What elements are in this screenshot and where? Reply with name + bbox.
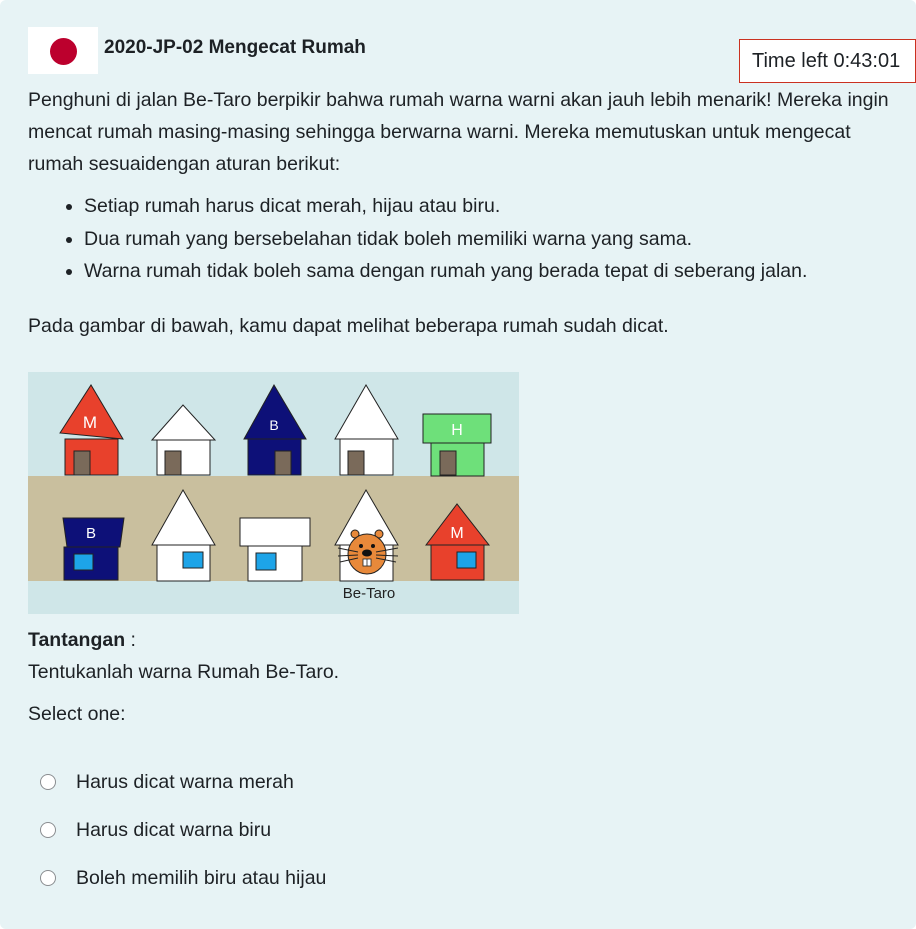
house-bottom-3-white bbox=[240, 518, 310, 581]
challenge-text: Tentukanlah warna Rumah Be-Taro. bbox=[28, 661, 340, 683]
rules-list bbox=[28, 190, 908, 288]
challenge-label: Tantangan bbox=[28, 629, 126, 651]
image-caption: Pada gambar di bawah, kamu dapat melihat beberapa rumah sudah dicat. bbox=[28, 314, 669, 337]
answer-option-1[interactable] bbox=[40, 764, 326, 800]
radio-button[interactable] bbox=[40, 870, 56, 886]
houses-illustration bbox=[28, 372, 519, 614]
rule-item: • Setiap rumah harus dicat merah, hijau atau biru. bbox=[84, 190, 908, 223]
house-bottom-1-blue bbox=[63, 518, 124, 580]
flag-sun bbox=[50, 38, 77, 65]
answer-option-3[interactable] bbox=[40, 860, 326, 896]
house-label: B bbox=[269, 417, 279, 433]
radio-button[interactable] bbox=[40, 774, 56, 790]
house-label: H bbox=[451, 422, 463, 439]
rule-item: • Warna rumah tidak boleh sama dengan rumah yang berada tepat di seberang jalan. bbox=[84, 255, 908, 288]
option-label: Boleh memilih biru atau hijau bbox=[76, 866, 327, 889]
option-label: Harus dicat warna merah bbox=[76, 770, 294, 793]
house-label: M bbox=[82, 413, 98, 432]
question-text bbox=[28, 84, 908, 342]
time-left-timer: Time left 0:43:01 bbox=[739, 39, 916, 83]
rule-item: • Dua rumah yang bersebelahan tidak boleh memiliki warna yang sama. bbox=[84, 223, 908, 256]
challenge-heading bbox=[28, 624, 339, 656]
task-title: 2020-JP-02 Mengecat Rumah bbox=[104, 37, 366, 58]
option-label: Harus dicat warna biru bbox=[76, 818, 272, 841]
intro-paragraph: Penghuni di jalan Be-Taro berpikir bahwa rumah warna warni akan jauh lebih menarik! Mereka ingin mencat rumah masing-masing sehingga berwarna warni. Mereka memutuskan untuk mengecat rumah sesuaidengan aturan berikut: bbox=[28, 89, 889, 175]
house-label: M bbox=[450, 525, 464, 542]
challenge-suffix: : bbox=[125, 629, 136, 651]
answer-options bbox=[40, 764, 326, 908]
japan-flag-icon bbox=[28, 27, 98, 74]
house-top-5-green bbox=[423, 414, 491, 476]
radio-button[interactable] bbox=[40, 822, 56, 838]
house-label: B bbox=[85, 525, 97, 542]
beaver-label: Be-Taro bbox=[342, 585, 396, 602]
answer-option-2[interactable] bbox=[40, 812, 326, 848]
select-one-prompt: Select one: bbox=[28, 703, 126, 725]
challenge-section bbox=[28, 624, 339, 688]
